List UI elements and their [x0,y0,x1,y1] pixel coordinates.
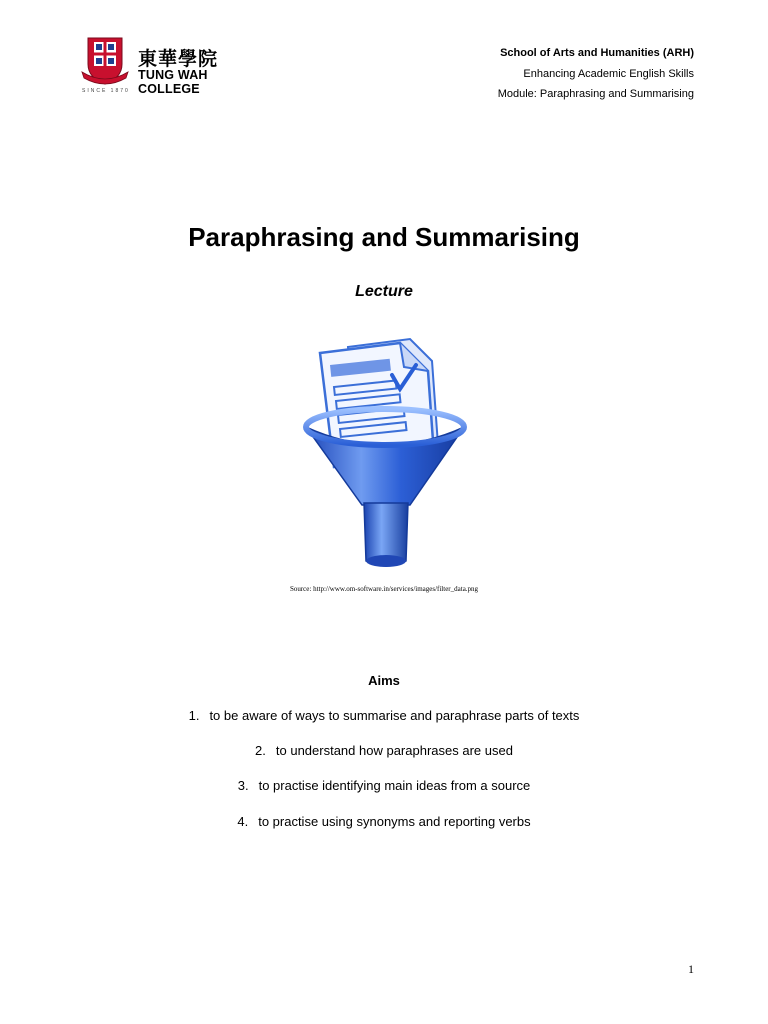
page-subtitle: Lecture [355,283,413,300]
aim-text: to practise identifying main ideas from a source [258,778,531,793]
aim-text: to be aware of ways to summarise and paraphrase parts of texts [209,708,580,723]
aim-number: 4. [237,814,249,829]
aim-number: 3. [237,778,249,793]
school-name: School of Arts and Humanities (ARH) [500,47,694,59]
aim-text: to practise using synonyms and reporting verbs [258,814,531,829]
college-logo [78,34,268,96]
course-name: Enhancing Academic English Skills [523,67,694,80]
aim-number: 2. [255,743,266,758]
aims-heading: Aims [368,673,400,688]
college-chinese-name: 東華學院 [138,48,219,70]
aim-item [0,778,768,793]
aim-item [0,814,768,829]
college-crest-icon [78,34,132,86]
document-header [498,43,694,105]
page-title: Paraphrasing and Summarising [188,222,580,252]
aim-text: to understand how paraphrases are used [275,743,513,758]
page-number: 1 [688,962,694,976]
aim-item [0,743,768,758]
aim-item [0,708,768,723]
image-source-caption: Source: http://www.om-software.in/services/images/filter_data.png [289,585,479,593]
aim-number: 1. [188,708,200,723]
funnel-document-icon [300,335,470,575]
college-english-name: TUNG WAH COLLEGE [138,68,208,96]
college-since-text: SINCE 1870 [82,88,130,94]
module-name: Module: Paraphrasing and Summarising [497,88,694,100]
